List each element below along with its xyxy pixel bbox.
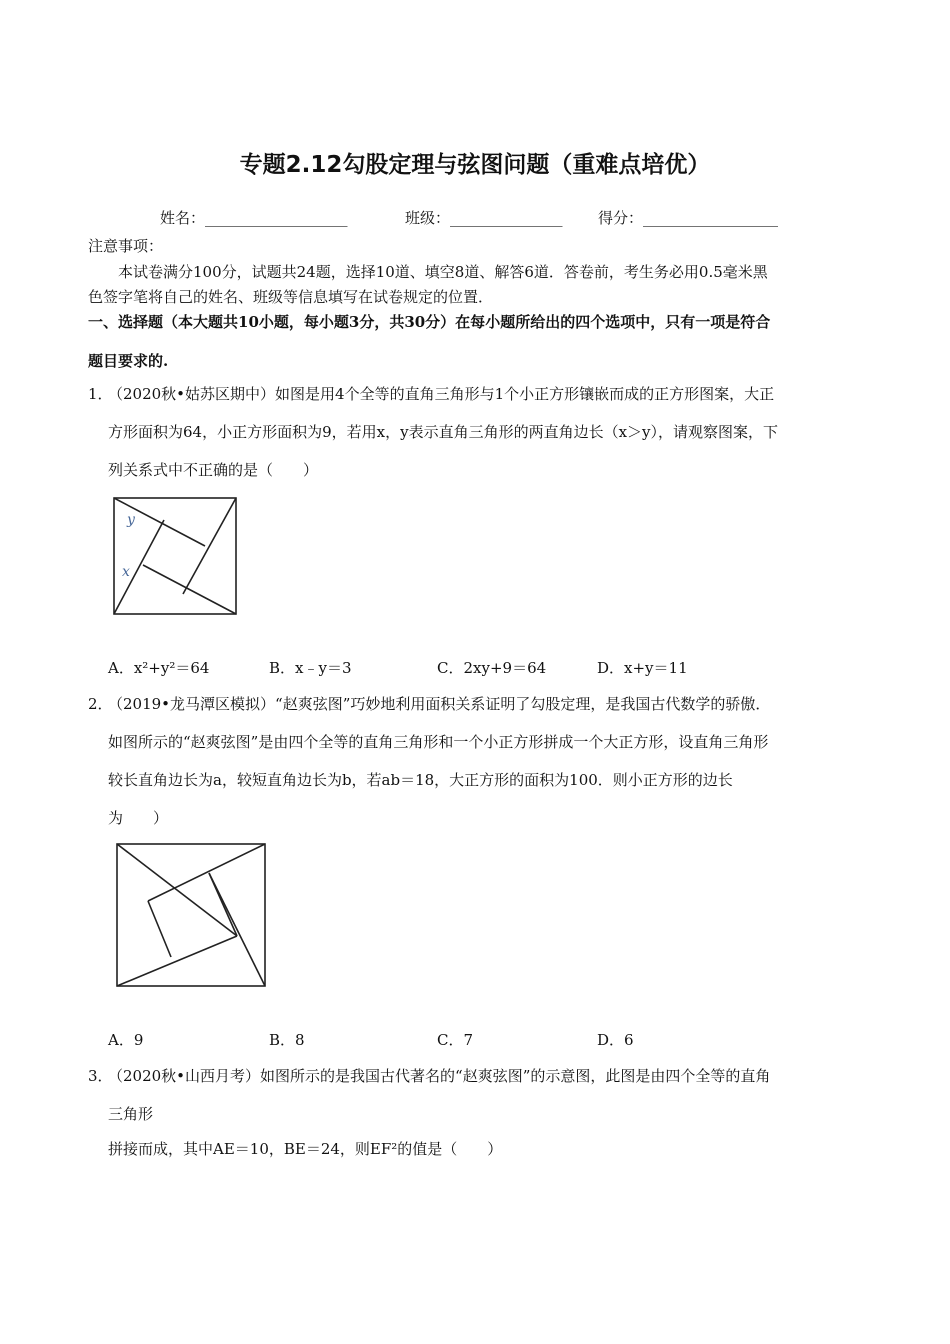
q1-label-x: x (122, 564, 130, 580)
q1-pinwheel-figure (112, 496, 238, 616)
q2-line-2: 如图所示的“赵爽弦图”是由四个全等的直角三角形和一个小正方形拼成一个大正方形，设直角三角形 (108, 733, 769, 751)
notice-heading: 注意事项： (88, 237, 164, 255)
score-field: 得分：__________________ (598, 209, 779, 227)
section-heading-2: 题目要求的. (88, 352, 169, 370)
notice-line-1: 本试卷满分100分，试题共24题，选择10道、填空8道、解答6道．答卷前，考生务必用0.5毫米黑 (118, 263, 768, 281)
q2-option-b: B．8 (269, 1031, 305, 1049)
q1-option-d: D．x+y＝11 (597, 659, 688, 677)
q1-line-1: （2020秋•姑苏区期中）如图是用4个全等的直角三角形与1个小正方形镶嵌而成的正方形图案，大正 (108, 385, 775, 403)
notice-line-2: 色签字笔将自己的姓名、班级等信息填写在试卷规定的位置． (88, 288, 494, 306)
q3-line-3: 拼接而成，其中AE＝10，BE＝24，则EF²的值是（ ） (108, 1140, 503, 1158)
q1-option-c: C．2xy+9＝64 (437, 659, 547, 677)
q2-option-d: D．6 (597, 1031, 634, 1049)
q1-option-b: B．x﹣y＝3 (269, 659, 352, 677)
q1-number: 1． (88, 385, 113, 403)
q2-option-c: C．7 (437, 1031, 474, 1049)
q2-zhaoshuang-figure (115, 842, 267, 988)
q1-label-y: y (127, 512, 135, 528)
section-heading-1: 一、选择题（本大题共10小题，每小题3分，共30分）在每小题所给出的四个选项中，只有一项是符合 (88, 313, 771, 331)
name-field: 姓名：___________________ (160, 209, 348, 227)
q3-line-1: （2020秋•山西月考）如图所示的是我国古代著名的“赵爽弦图”的示意图，此图是由四个全等的直角 (108, 1067, 771, 1085)
q3-number: 3． (88, 1067, 113, 1085)
q3-line-2: 三角形 (108, 1105, 154, 1123)
q1-line-2: 方形面积为64，小正方形面积为9，若用x，y表示直角三角形的两直角边长（x＞y），请观察图案，下 (108, 423, 779, 441)
q2-option-a: A．9 (108, 1031, 144, 1049)
q2-line-4: 为 ） (108, 809, 169, 827)
q1-line-3: 列关系式中不正确的是（ ） (108, 461, 319, 479)
q1-option-a: A．x²+y²＝64 (108, 659, 210, 677)
q2-line-3: 较长直角边长为a，较短直角边长为b，若ab＝18，大正方形的面积为100．则小正方形的边长 (108, 771, 733, 789)
page-title: 专题2.12勾股定理与弦图问题（重难点培优） (239, 152, 711, 178)
q2-number: 2． (88, 695, 113, 713)
q2-line-1: （2019•龙马潭区模拟）“赵爽弦图”巧妙地利用面积关系证明了勾股定理，是我国古代数学的骄傲． (108, 695, 771, 713)
class-field: 班级：_______________ (405, 209, 563, 227)
